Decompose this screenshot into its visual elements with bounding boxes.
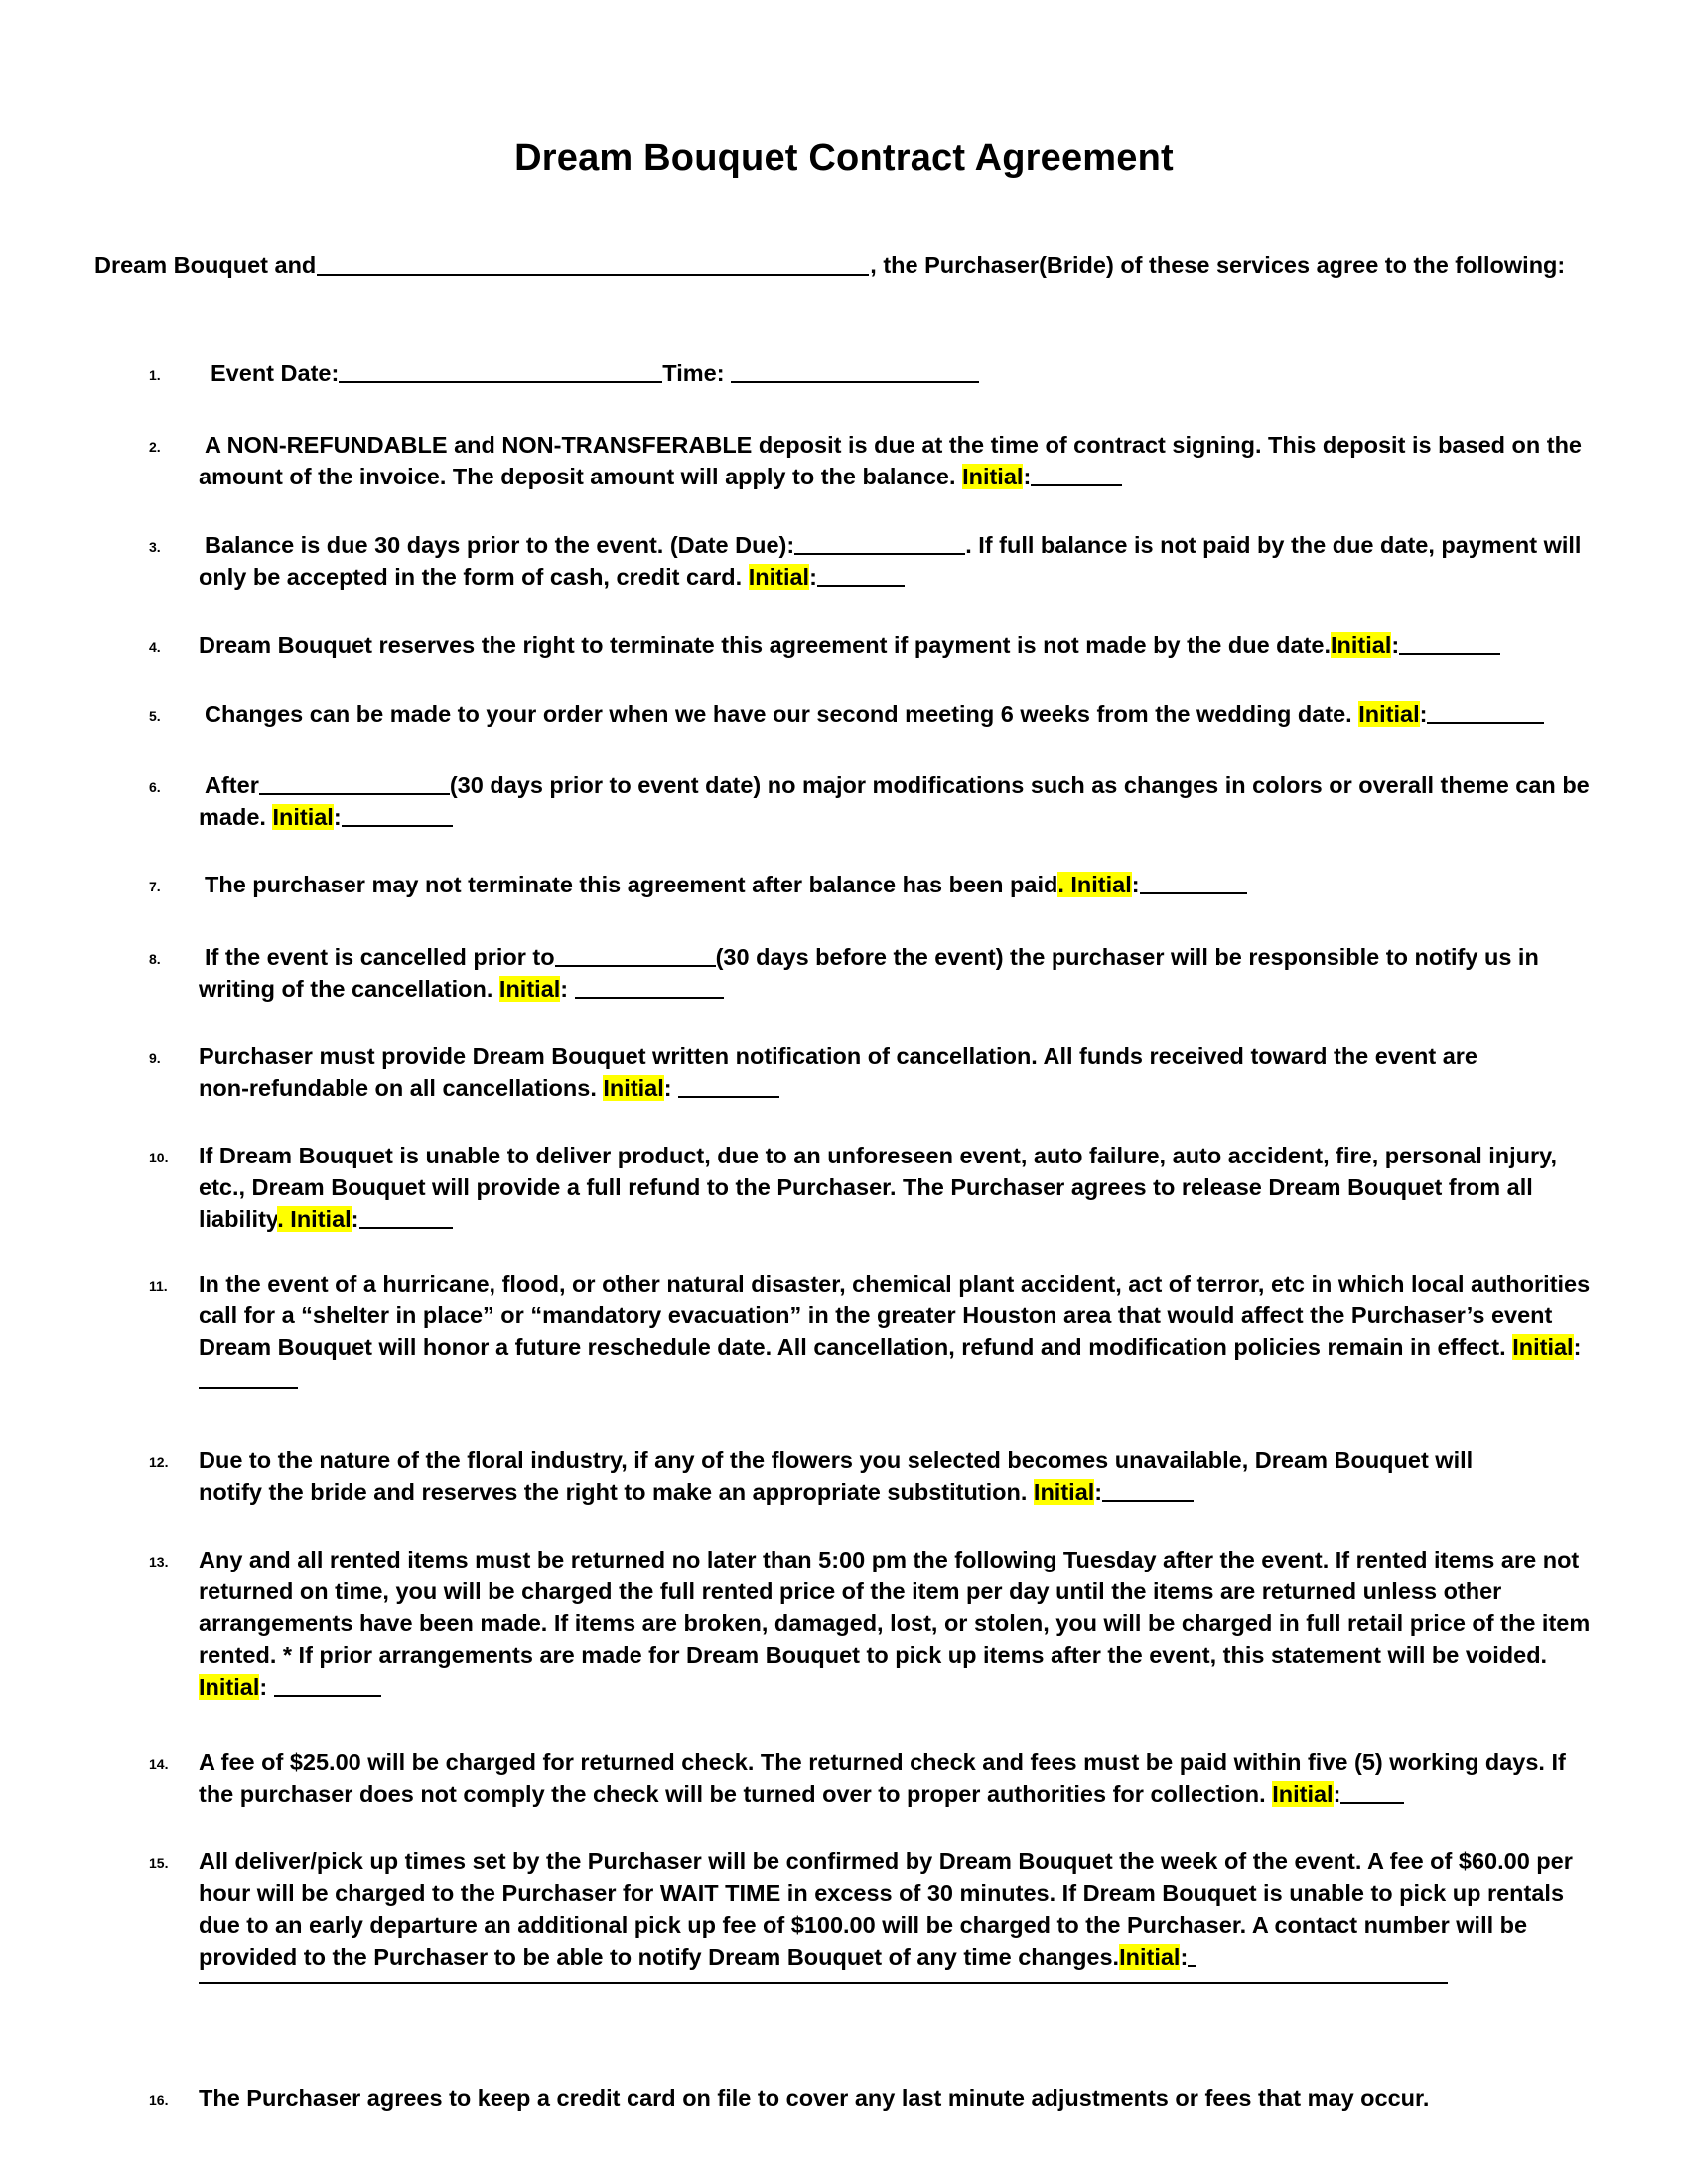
clause-body: The purchaser may not terminate this agreement after balance has been paid bbox=[205, 872, 1058, 897]
initial-colon: : bbox=[560, 976, 569, 1002]
initial-label: Initial bbox=[1272, 1781, 1334, 1807]
clause-text: If Dream Bouquet is unable to deliver product, due to an unforeseen event, auto failure, auto accident, fire, personal injury, etc., Dream Bouquet will provide a full refund to the Purchaser. The Purchaser agrees to release Dream Bouquet from all liability. Initial: bbox=[199, 1143, 1558, 1232]
initial-blank-line[interactable] bbox=[199, 1975, 1448, 1984]
intro-line bbox=[94, 252, 1643, 279]
initial-colon: : bbox=[1094, 1479, 1103, 1505]
initial-colon: : bbox=[1180, 1944, 1189, 1970]
clause-body-continued: (30 days before the event) the purchaser will be responsible to notify us in writing of the cancellation. bbox=[199, 944, 1539, 1002]
clause-number: 12. bbox=[149, 1454, 169, 1470]
cancellation-date-blank[interactable] bbox=[555, 945, 716, 967]
initial-colon: : bbox=[1023, 464, 1032, 489]
intro-after: , the Purchaser(Bride) of these services agree to the following: bbox=[870, 252, 1566, 278]
clause-text bbox=[199, 1746, 1599, 1810]
clause-text bbox=[199, 698, 1599, 730]
clause-number: 13. bbox=[149, 1554, 169, 1570]
clause-body-continued: (30 days prior to event date) no major modifications such as changes in colors or overall theme can be made. bbox=[199, 772, 1590, 830]
time-blank[interactable] bbox=[731, 361, 979, 383]
initial-blank[interactable] bbox=[1031, 465, 1122, 486]
event-date-label: Event Date: bbox=[211, 360, 340, 386]
initial-label: Initial bbox=[1512, 1334, 1574, 1360]
initial-label: Initial bbox=[272, 804, 334, 830]
initial-blank[interactable] bbox=[1102, 1480, 1194, 1502]
event-date-blank[interactable] bbox=[339, 361, 662, 383]
clause-number: 6. bbox=[149, 779, 161, 795]
initial-label: Initial bbox=[1119, 1944, 1181, 1970]
clause-text bbox=[199, 1268, 1599, 1395]
initial-label: Initial bbox=[498, 976, 561, 1002]
initial-blank[interactable] bbox=[575, 977, 724, 999]
initial-blank[interactable] bbox=[1427, 702, 1544, 724]
clause-body: The Purchaser agrees to keep a credit card on file to cover any last minute adjustments or fees that may occur. bbox=[199, 2085, 1430, 2111]
clause-number: 2. bbox=[149, 439, 161, 455]
initial-label: Initial bbox=[1358, 701, 1420, 727]
initial-blank[interactable] bbox=[274, 1675, 381, 1697]
initial-label: Initial bbox=[199, 1674, 260, 1700]
clause-text bbox=[199, 629, 1599, 661]
clause-text bbox=[199, 1444, 1529, 1508]
initial-blank[interactable] bbox=[1340, 1782, 1404, 1804]
clause-body: All deliver/pick up times set by the Purchaser will be confirmed by Dream Bouquet the week of the event. A fee of $60.00 per hour will be charged to the Purchaser for WAIT TIME in excess of 30 minutes. If Dream Bouquet is unable to pick up rentals due to an early departure an additional pick up fee of $100.00 will be charged to the Purchaser. A contact number will be provided to the Purchaser to be able to notify Dream Bouquet of any time changes. bbox=[199, 1848, 1573, 1970]
clause-number: 7. bbox=[149, 879, 161, 894]
clause-text bbox=[211, 357, 1611, 389]
clause-body-continued: . If full balance is not paid by the due date, payment will only be accepted in the form of cash, credit card. bbox=[199, 532, 1582, 590]
initial-colon: : bbox=[333, 804, 342, 830]
clause-body: Any and all rented items must be returned no later than 5:00 pm the following Tuesday after the event. If rented items are not returned on time, you will be charged the full rented price of the item per day until the items are returned unless other arrangements have been made. If items are broken, damaged, lost, or stolen, you will be charged in full retail price of the item rented. * If prior arrangements are made for Dream Bouquet to pick up items after the event, this statement will be voided. bbox=[199, 1547, 1591, 1668]
clause-text bbox=[199, 529, 1599, 593]
initial-blank[interactable] bbox=[1140, 873, 1247, 894]
initial-label: Initial bbox=[748, 564, 810, 590]
clause-number: 5. bbox=[149, 708, 161, 724]
initial-colon: : bbox=[809, 564, 817, 590]
clause-number: 9. bbox=[149, 1050, 161, 1066]
purchaser-name-blank[interactable] bbox=[317, 252, 869, 276]
initial-colon: : bbox=[351, 1206, 359, 1232]
document-title: Dream Bouquet Contract Agreement bbox=[514, 137, 1174, 179]
clause-number: 1. bbox=[149, 367, 161, 383]
initial-label: Initial bbox=[290, 1206, 352, 1232]
time-label: Time: bbox=[662, 360, 725, 386]
clause-number: 11. bbox=[149, 1278, 168, 1294]
clause-body: A NON-REFUNDABLE and NON-TRANSFERABLE deposit is due at the time of contract signing. This deposit is based on the amount of the invoice. The deposit amount will apply to the balance. bbox=[199, 432, 1583, 489]
clause-text bbox=[199, 429, 1599, 492]
clause-number: 4. bbox=[149, 639, 161, 655]
clause-body: Due to the nature of the floral industry, if any of the flowers you selected becomes unavailable, Dream Bouquet will notify the bride and reserves the right to make an appropriate substitution. bbox=[199, 1447, 1474, 1505]
initial-label: Initial bbox=[1033, 1479, 1095, 1505]
clause-body: Changes can be made to your order when we have our second meeting 6 weeks from the wedding date. bbox=[205, 701, 1352, 727]
clause-body: Dream Bouquet reserves the right to terminate this agreement if payment is not made by the due date. bbox=[199, 632, 1332, 658]
clause-text: The purchaser may not terminate this agreement after balance has been paid. Initial: bbox=[199, 869, 1599, 900]
clause-body: A fee of $25.00 will be charged for returned check. The returned check and fees must be paid within five (5) working days. If the purchaser does not comply the check will be turned over to proper authorities for collection. bbox=[199, 1749, 1566, 1807]
initial-blank[interactable] bbox=[817, 565, 905, 587]
clause-number: 15. bbox=[149, 1855, 169, 1871]
initial-blank-start[interactable] bbox=[1188, 1945, 1196, 1967]
initial-colon: : bbox=[1419, 701, 1428, 727]
initial-label: Initial bbox=[1331, 632, 1392, 658]
clause-body: In the event of a hurricane, flood, or other natural disaster, chemical plant accident, act of terror, etc in which local authorities call for a “shelter in place” or “mandatory evacuation” in the greater Houston area that would affect the Purchaser’s event Dream Bouquet will honor a future reschedule date. All cancellation, refund and modification policies remain in effect. bbox=[199, 1271, 1591, 1360]
initial-colon: : bbox=[259, 1674, 268, 1700]
date-due-blank[interactable] bbox=[794, 533, 965, 555]
clause-body: Purchaser must provide Dream Bouquet written notification of cancellation. All funds received toward the event are non-refundable on all cancellations. bbox=[199, 1043, 1477, 1101]
initial-label: Initial bbox=[962, 464, 1024, 489]
clause-text bbox=[199, 1544, 1599, 1703]
initial-colon: : bbox=[1333, 1781, 1341, 1807]
clause-body: Balance is due 30 days prior to the event. (Date Due): bbox=[205, 532, 795, 558]
initial-colon: : bbox=[1573, 1334, 1582, 1360]
clause-number: 3. bbox=[149, 539, 161, 555]
clause-number: 14. bbox=[149, 1756, 169, 1772]
initial-blank[interactable] bbox=[1399, 633, 1500, 655]
initial-blank[interactable] bbox=[359, 1207, 453, 1229]
clause-text bbox=[199, 1040, 1499, 1104]
clause-body: After bbox=[205, 772, 259, 798]
initial-colon: : bbox=[1131, 872, 1140, 897]
initial-colon: : bbox=[1391, 632, 1400, 658]
clause-number: 8. bbox=[149, 951, 161, 967]
initial-label: Initial bbox=[603, 1075, 664, 1101]
intro-before: Dream Bouquet and bbox=[94, 252, 317, 278]
clause-text bbox=[199, 941, 1599, 1005]
clause-text bbox=[199, 2082, 1599, 2114]
clause-number: 16. bbox=[149, 2092, 169, 2108]
clause-body: If the event is cancelled prior to bbox=[205, 944, 555, 970]
modification-date-blank[interactable] bbox=[259, 773, 450, 795]
initial-blank[interactable] bbox=[342, 805, 453, 827]
clause-text bbox=[199, 1845, 1599, 1984]
clause-body: If Dream Bouquet is unable to deliver product, due to an unforeseen event, auto failure, auto accident, fire, personal injury, etc., Dream Bouquet will provide a full refund to the Purchaser. The Purchaser agrees to release Dream Bouquet from all liability bbox=[199, 1143, 1558, 1232]
initial-blank[interactable] bbox=[199, 1367, 298, 1389]
initial-blank[interactable] bbox=[678, 1076, 779, 1098]
clause-text bbox=[199, 769, 1599, 833]
initial-label: Initial bbox=[1070, 872, 1132, 897]
initial-colon: : bbox=[663, 1075, 672, 1101]
clause-number: 10. bbox=[149, 1150, 169, 1165]
